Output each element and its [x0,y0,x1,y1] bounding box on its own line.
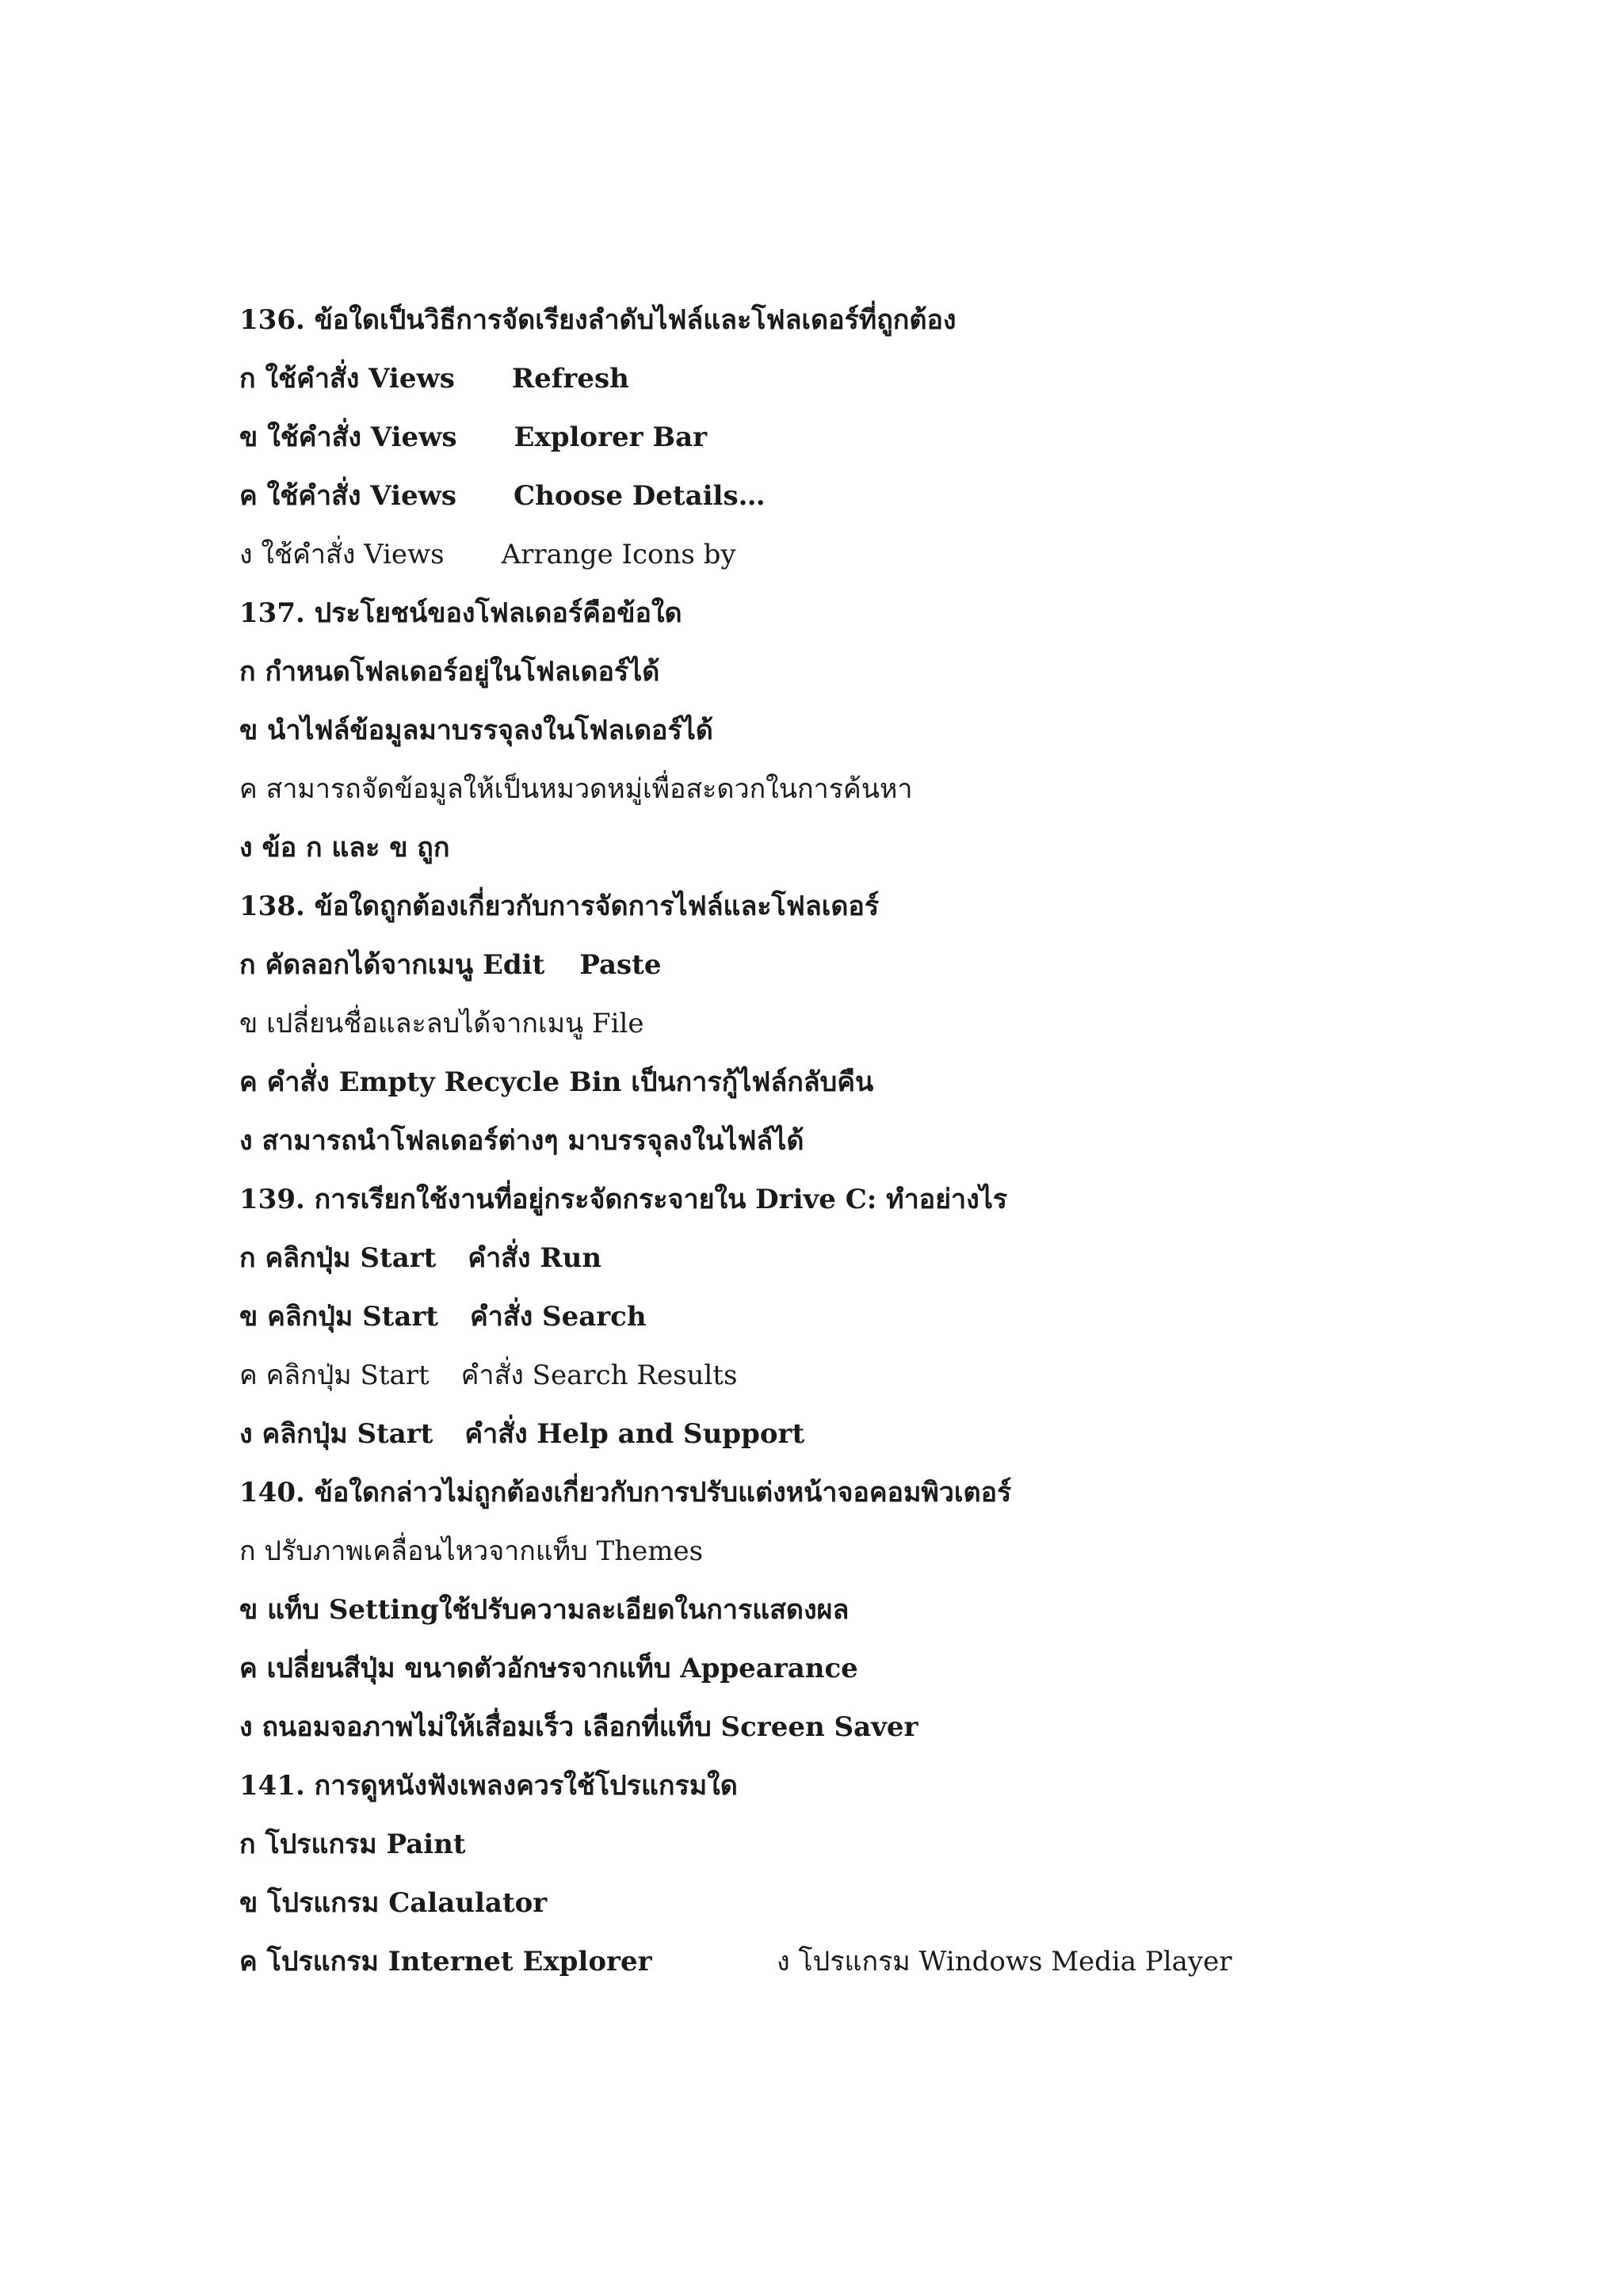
choice-text: โปรแกรม Paint [265,1829,466,1860]
choice-letter: ก [239,1829,256,1860]
choice-detail: คำสั่ง Help and Support [464,1418,805,1450]
choice-letter: ง [239,539,253,570]
choice-letter: ข [239,1887,258,1919]
choice-letter: ข [239,1594,258,1626]
answer-choice [239,1592,849,1627]
answer-choice [239,420,707,455]
choice-letter: ก [239,656,256,688]
answer-choice [239,479,766,513]
choice-text: สามารถนำโฟลเดอร์ต่างๆ มาบรรจุลงในไฟล์ได้ [262,1125,804,1157]
answer-choice [239,1534,703,1569]
choice-detail: Paste [579,949,662,981]
choice-detail: คำสั่ง Search Results [460,1360,738,1391]
answer-choice [239,1944,652,1979]
choice-letter: ข [239,1301,258,1333]
choice-letter: ง [239,1418,253,1450]
answer-choice [777,1944,1232,1979]
answer-choice [239,537,736,572]
answer-choice [239,948,661,982]
choice-text: คลิกปุ่ม Start [267,1301,438,1333]
choice-letter: ก [239,363,256,395]
answer-choice [239,1827,466,1862]
answer-choice [239,1358,737,1393]
choice-text: คลิกปุ่ม Start [265,1360,430,1391]
answer-choice [239,1417,804,1451]
question-stem: 138. ข้อใดถูกต้องเกี่ยวกับการจัดการไฟล์และโฟลเดอร์ [239,891,880,922]
question-stem: 136. ข้อใดเป็นวิธีการจัดเรียงลำดับไฟล์และโฟลเดอร์ที่ถูกต้อง [239,304,957,336]
answer-choice [239,1299,647,1334]
choice-letter: ง [239,1711,253,1743]
choice-detail: Choose Details… [514,480,766,512]
choice-letter: ก [239,1535,256,1567]
choice-letter: ก [239,949,256,981]
choice-letter: ข [239,1008,258,1039]
choice-letter: ก [239,1242,256,1274]
choice-text: โปรแกรม Windows Media Player [798,1946,1232,1978]
choice-detail: Explorer Bar [514,421,708,453]
answer-choice [239,830,449,865]
choice-text: เปลี่ยนสีปุ่ม ขนาดตัวอักษรจากแท็บ Appearance [266,1653,858,1684]
choice-text: สามารถจัดข้อมูลให้เป็นหมวดหมู่เพื่อสะดวกในการค้นหา [265,773,913,805]
choice-letter: ง [239,1125,253,1157]
answer-choice [239,361,629,396]
question-stem: 139. การเรียกใช้งานที่อยู่กระจัดกระจายใน Drive C: ทำอย่างไร [239,1184,1008,1215]
answer-choice [239,1123,804,1158]
choice-text: นำไฟล์ข้อมูลมาบรรจุลงในโฟลเดอร์ได้ [267,715,713,746]
choice-letter: ค [239,1946,258,1978]
choice-letter: ข [239,421,258,453]
question-stem: 137. ประโยชน์ของโฟลเดอร์คือข้อใด [239,597,682,629]
choice-text: คลิกปุ่ม Start [265,1242,437,1274]
choice-letter: ค [239,480,258,512]
question-stem: 140. ข้อใดกล่าวไม่ถูกต้องเกี่ยวกับการปรับแต่งหน้าจอคอมพิวเตอร์ [239,1477,1012,1508]
answer-choice [239,1006,644,1041]
question-stem: 141. การดูหนังฟังเพลงควรใช้โปรแกรมใด [239,1770,738,1802]
choice-text: ใช้คำสั่ง Views [267,421,457,453]
choice-text: โปรแกรม Internet Explorer [266,1946,652,1978]
answer-choice [239,654,659,689]
choice-letter: ง [239,832,253,864]
answer-choice [239,1241,601,1276]
answer-choice [239,1710,918,1745]
choice-text: ข้อ ก และ ข ถูก [262,832,450,864]
choice-letter: ง [777,1946,790,1978]
answer-choice [239,1065,873,1100]
choice-text: ใช้คำสั่ง Views [261,539,445,570]
choice-letter: ค [239,1653,258,1684]
choice-text: ถนอมจอภาพไม่ให้เสื่อมเร็ว เลือกที่แท็บ Screen Saver [262,1711,918,1743]
choice-text: โปรแกรม Calaulator [267,1887,548,1919]
choice-detail: Arrange Icons by [501,539,736,570]
choice-letter: ค [239,773,258,805]
choice-text: ปรับภาพเคลื่อนไหวจากแท็บ Themes [264,1535,704,1567]
answer-choice [239,1651,858,1686]
choice-letter: ค [239,1066,258,1098]
choice-detail: คำสั่ง Run [468,1242,602,1274]
answer-choice [239,772,912,807]
answer-choice [239,1886,547,1920]
choice-detail: คำสั่ง Search [470,1301,647,1333]
choice-text: ใช้คำสั่ง Views [266,480,457,512]
choice-detail: Refresh [511,363,629,395]
choice-letter: ข [239,715,258,746]
choice-text: แท็บ Settingใช้ปรับความละเอียดในการแสดงผล [267,1594,850,1626]
answer-choice [239,713,713,748]
choice-letter: ค [239,1360,258,1391]
choice-text: คัดลอกได้จากเมนู Edit [265,949,545,981]
choice-text: ใช้คำสั่ง Views [265,363,455,395]
choice-text: เปลี่ยนชื่อและลบได้จากเมนู File [266,1008,644,1039]
choice-text: คำสั่ง Empty Recycle Bin เป็นการกู้ไฟล์กลับคืน [266,1066,874,1098]
choice-text: คลิกปุ่ม Start [262,1418,433,1450]
choice-text: กำหนดโฟลเดอร์อยู่ในโฟลเดอร์ได้ [265,656,660,688]
